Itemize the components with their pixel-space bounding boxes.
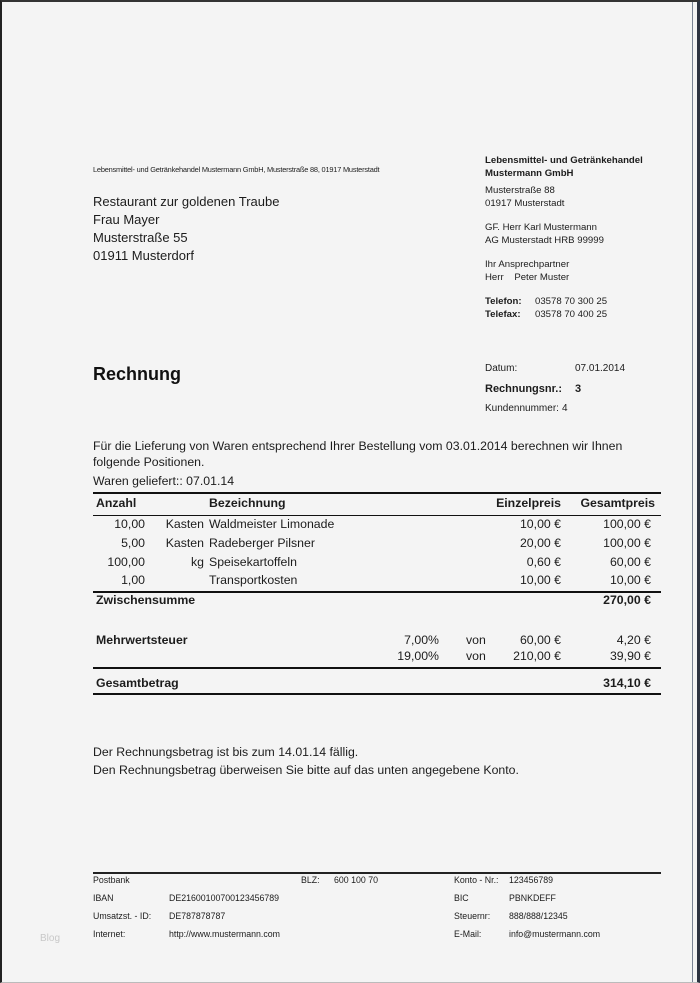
item-total-price: 10,00 € [609, 573, 651, 587]
customer-number-row [485, 399, 625, 419]
footer-row [93, 875, 661, 889]
table-row [93, 536, 661, 555]
vat-rate: 19,00% [397, 649, 439, 663]
fax-row [485, 309, 643, 322]
date-row [485, 359, 625, 379]
table-top-rule [93, 492, 661, 494]
sender-return-address: Lebensmittel- und Getränkehandel Mustermann GmbH, Musterstraße 88, 01917 Musterstadt [93, 165, 380, 174]
company-name: Lebensmittel- und Getränkehandel [485, 155, 643, 166]
item-total-price: 100,00 € [603, 517, 651, 531]
fax-label: Telefax: [485, 308, 521, 320]
payment-instruction-text: Den Rechnungsbetrag überweisen Sie bitte auf das unten angegebene Konto. [93, 762, 519, 777]
recipient-address [93, 193, 279, 265]
vat-rate: 7,00% [404, 633, 439, 647]
delivery-date-text: Waren geliefert:: 07.01.14 [93, 474, 235, 488]
vat-amount: 39,90 € [609, 649, 651, 663]
vat-id-label: Umsatzst. - ID: [93, 911, 152, 921]
account-value: 123456789 [509, 875, 554, 885]
item-quantity: 5,00 [121, 536, 145, 550]
header-quantity: Anzahl [96, 496, 137, 510]
item-unit: Kasten [165, 517, 204, 531]
iban-label: IBAN [93, 893, 114, 903]
email-label: E-Mail: [454, 929, 482, 939]
tax-number-value: 888/888/12345 [509, 911, 568, 921]
company-manager: GF. Herr Karl Mustermann [485, 222, 597, 233]
vat-of: von [466, 649, 486, 663]
vat-base: 60,00 € [519, 633, 561, 647]
total-value: 314,10 € [603, 676, 651, 690]
account-label: Konto - Nr.: [454, 875, 499, 885]
bic-label: BIC [454, 893, 469, 903]
header-unit-price: Einzelpreis [496, 496, 561, 510]
total-bottom-rule [93, 693, 661, 695]
total-top-rule [93, 667, 661, 669]
footer-row [93, 893, 661, 907]
item-unit-price: 10,00 € [519, 573, 561, 587]
intro-text: Für die Lieferung von Waren entsprechend Ihrer Bestellung vom 03.01.2014 berechnen wir Ihnen folgende Positionen. [93, 439, 623, 469]
header-total-price: Gesamtpreis [580, 496, 655, 510]
customer-number-label: Kundennummer: [485, 403, 559, 414]
item-quantity: 100,00 [107, 555, 145, 569]
footer-row [93, 911, 661, 925]
item-unit: kg [191, 555, 204, 569]
document-title: Rechnung [93, 364, 181, 384]
recipient-line: Frau Mayer [93, 212, 160, 227]
vat-label: Mehrwertsteuer [96, 633, 188, 647]
invoice-number-label: Rechnungsnr.: [485, 383, 563, 395]
website-label: Internet: [93, 929, 126, 939]
vat-of: von [466, 633, 486, 647]
blz-value: 600 100 70 [334, 875, 379, 885]
recipient-line: Restaurant zur goldenen Traube [93, 194, 280, 209]
total-label: Gesamtbetrag [96, 676, 179, 690]
recipient-line: Musterstraße 55 [93, 230, 188, 245]
date-value: 07.01.2014 [575, 363, 626, 374]
recipient-line: 01911 Musterdorf [93, 248, 194, 263]
item-unit: Kasten [165, 536, 204, 550]
blz-label: BLZ: [301, 875, 320, 885]
item-unit-price: 0,60 € [526, 555, 561, 569]
subtotal-value: 270,00 € [603, 593, 651, 607]
company-street: Musterstraße 88 [485, 185, 555, 196]
customer-number-value: 4 [561, 403, 568, 414]
item-unit-price: 10,00 € [519, 517, 561, 531]
tax-number-label: Steuernr: [454, 911, 491, 921]
company-info [485, 155, 643, 321]
phone-row [485, 296, 643, 309]
table-header [93, 496, 661, 514]
header-description: Bezeichnung [209, 496, 286, 510]
table-row [93, 573, 661, 592]
invoice-meta [485, 359, 625, 419]
iban-value: DE21600100700123456789 [169, 893, 280, 903]
footer-rule [93, 872, 661, 874]
table-row [93, 555, 661, 574]
footer-row [93, 929, 661, 943]
item-total-price: 100,00 € [603, 536, 651, 550]
company-name-2: Mustermann GmbH [485, 167, 574, 179]
vat-base: 210,00 € [513, 649, 561, 663]
phone-value: 03578 70 300 25 [535, 296, 608, 307]
vat-id-value: DE787878787 [169, 911, 226, 921]
item-description: Radeberger Pilsner [209, 536, 315, 550]
email-link[interactable]: info@mustermann.com [509, 929, 601, 939]
item-unit-price: 20,00 € [519, 536, 561, 550]
phone-label: Telefon: [485, 296, 522, 307]
item-description: Speisekartoffeln [209, 555, 297, 569]
company-register: AG Musterstadt HRB 99999 [485, 234, 604, 246]
item-total-price: 60,00 € [609, 555, 651, 569]
item-description: Waldmeister Limonade [209, 517, 335, 531]
company-city: 01917 Musterstadt [485, 197, 565, 209]
invoice-number-row [485, 379, 625, 399]
due-date-text: Der Rechnungsbetrag ist bis zum 14.01.14 fällig. [93, 745, 359, 759]
fax-value: 03578 70 400 25 [535, 308, 608, 320]
website-link[interactable]: http://www.mustermann.com [169, 929, 280, 939]
invoice-number-value: 3 [575, 383, 582, 395]
bic-value: PBNKDEFF [509, 893, 556, 903]
subtotal-label: Zwischensumme [96, 593, 196, 607]
watermark: Blog [40, 933, 61, 944]
closing-text [93, 744, 519, 779]
vat-amount: 4,20 € [616, 633, 651, 647]
header-rule [93, 515, 661, 516]
item-quantity: 10,00 [114, 517, 145, 531]
item-description: Transportkosten [209, 573, 298, 587]
contact-name: Herr Peter Muster [485, 271, 570, 283]
item-quantity: 1,00 [121, 573, 145, 587]
date-label: Datum: [485, 363, 518, 374]
bank-name: Postbank [93, 875, 130, 885]
contact-label: Ihr Ansprechpartner [485, 259, 570, 270]
table-row [93, 517, 661, 536]
